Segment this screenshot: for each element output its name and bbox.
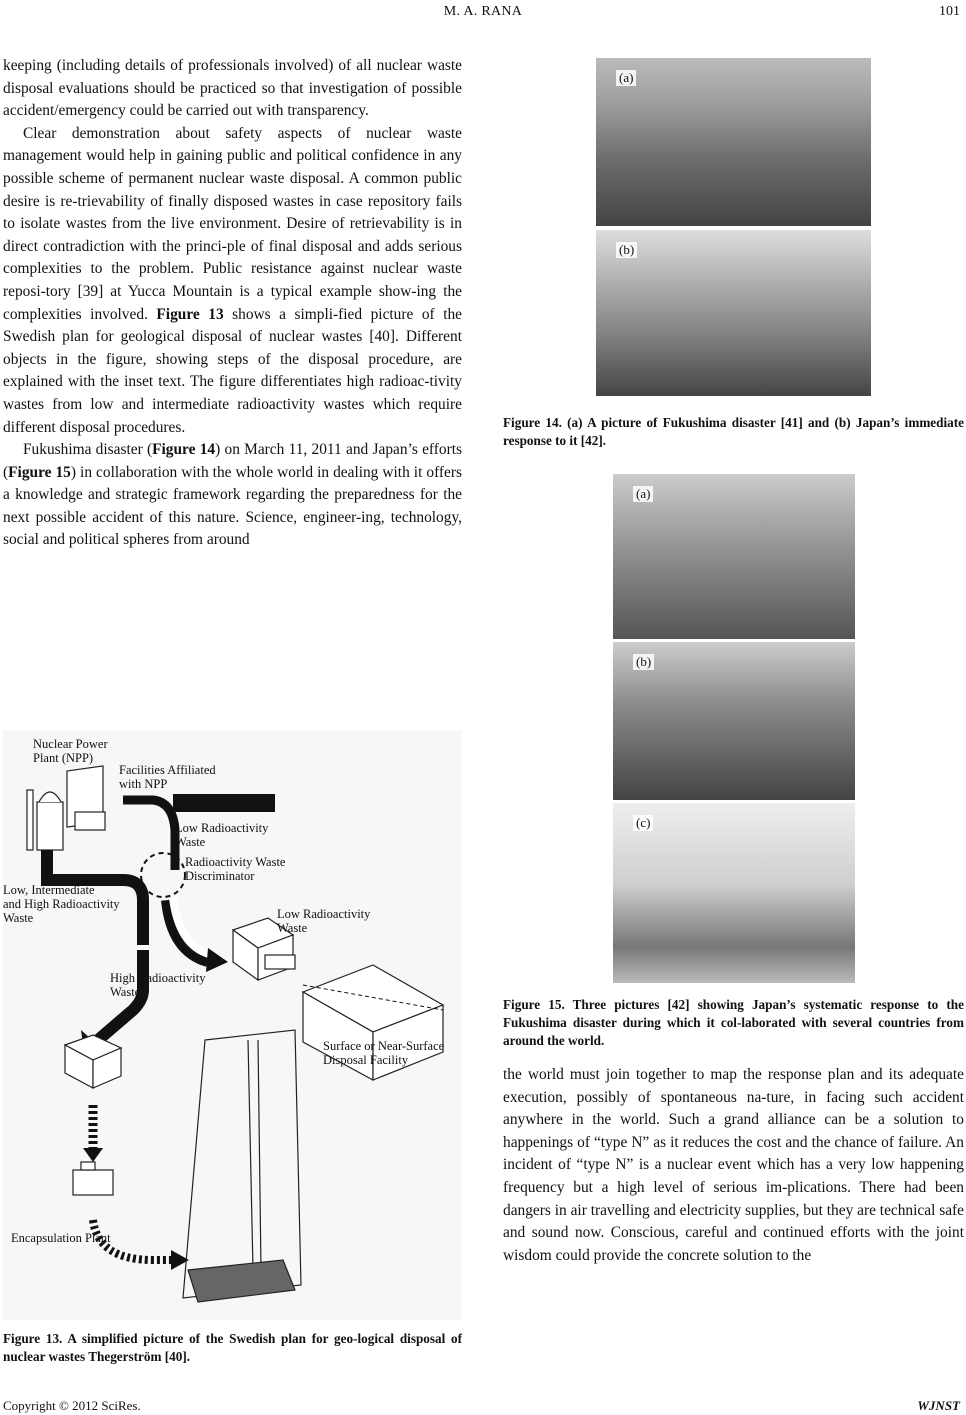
journal-footer: WJNST [917, 1398, 960, 1413]
figure-15a-photo [613, 474, 855, 639]
label-encapsulation: Encapsulation Plant [11, 1231, 111, 1245]
label-discriminator: Radioactivity Waste Discriminator [185, 855, 286, 883]
figure-reference[interactable]: Figure 15 [8, 463, 71, 481]
waste-bar-icon [173, 794, 275, 812]
label-facilities: Facilities Affiliated with NPP [119, 763, 216, 791]
photo-label: (a) [633, 486, 653, 502]
copyright-footer: Copyright © 2012 SciRes. [3, 1398, 141, 1413]
paragraph: Fukushima disaster (Figure 14) on March 11, 2011 and Japan’s efforts (Figure 15) in collaboration with the whole world in dealing with it offers a knowledge and strategic framework regarding the preparedness for the next possible accident of this nature. Science, engineer-ing, technology, social and political spheres from around [3, 441, 462, 549]
figure-14b-photo [596, 230, 871, 396]
figure-13-caption: Figure 13. A simplified picture of the Swedish plan for geo-logical disposal of nuclear wastes Thegerström [40]. [3, 1331, 462, 1364]
page-number: 101 [939, 4, 960, 19]
running-header-author: M. A. RANA [443, 4, 523, 19]
photo-label: (b) [633, 654, 654, 670]
figure-15c-photo [613, 803, 855, 983]
right-column-text [503, 1064, 964, 1267]
label-low-waste-right: Low Radioactivity Waste [277, 907, 371, 935]
figure-13-diagram [3, 730, 462, 1320]
label-low-waste-top: Low Radioactivity Waste [175, 821, 269, 849]
figure-15-caption: Figure 15. Three pictures [42] showing Japan’s systematic response to the Fukushima disaster during which it col-laborated with several countries from around the world. [503, 997, 964, 1048]
label-npp: Nuclear Power Plant (NPP) [33, 737, 108, 765]
paragraph: Clear demonstration about safety aspects of nuclear waste management would help in gaining public and political confidence in any possible scheme of permanent nuclear waste disposal. A common public desire is re-trievability of finally disposed wastes in case repository fails to isolate wastes from the live environment. Desire of retrievability is in direct contradiction with the princi-ple of final disposal and adds serious complexities to the problem. Public resistance against nuclear waste reposi-tory [39] at Yucca Mountain is a typical example show-ing the complexities involved. Figure 13 shows a simpli-fied picture of the Swedish plan for geological disposal of nuclear wastes [40]. Different objects in the figure, showing steps of the disposal procedure, are explained with the inset text. The figure differentiates high radioac-tivity wastes from low and intermediate radioactivity wastes which require different disposal procedures. [3, 124, 462, 436]
figure-reference[interactable]: Figure 14 [152, 441, 216, 459]
figure-14a-photo [596, 58, 871, 226]
paragraph: keeping (including details of professionals involved) of all nuclear waste disposal evaluations should be practiced so that investigation of possible accident/emergency could be carried out with transparency. [3, 57, 462, 120]
photo-label: (a) [616, 70, 636, 86]
left-column-text [3, 55, 462, 552]
figure-14-caption: Figure 14. (a) A picture of Fukushima disaster [41] and (b) Japan’s immediate response to it [42]. [503, 415, 964, 448]
label-surface: Surface or Near-Surface Disposal Facility [323, 1039, 445, 1067]
label-high-waste: High Radioactivity Waste [110, 971, 206, 999]
paragraph: the world must join together to map the response plan and its adequate execution, possibly of spontaneous na-ture, in facing such accident anywhere in the world. Such a grand alliance can be a solution to happenings of “type N” as it reduces the cost and the chance of failure. An incident of “type N” is a nuclear event which has a very low happening frequency but a high level of serious im-plications. There had been dangers in air travelling and electricity supplies, but they are technical safe and sound now. Conscious, careful and continued efforts with the joint wisdom could provide the concrete solution to the [503, 1066, 964, 1264]
figure-15b-photo [613, 642, 855, 800]
photo-label: (b) [616, 242, 637, 258]
label-mixed-waste: Low, Intermediate and High Radioactivity Waste [3, 883, 120, 925]
photo-label: (c) [633, 815, 653, 831]
figure-reference[interactable]: Figure 13 [156, 305, 224, 323]
